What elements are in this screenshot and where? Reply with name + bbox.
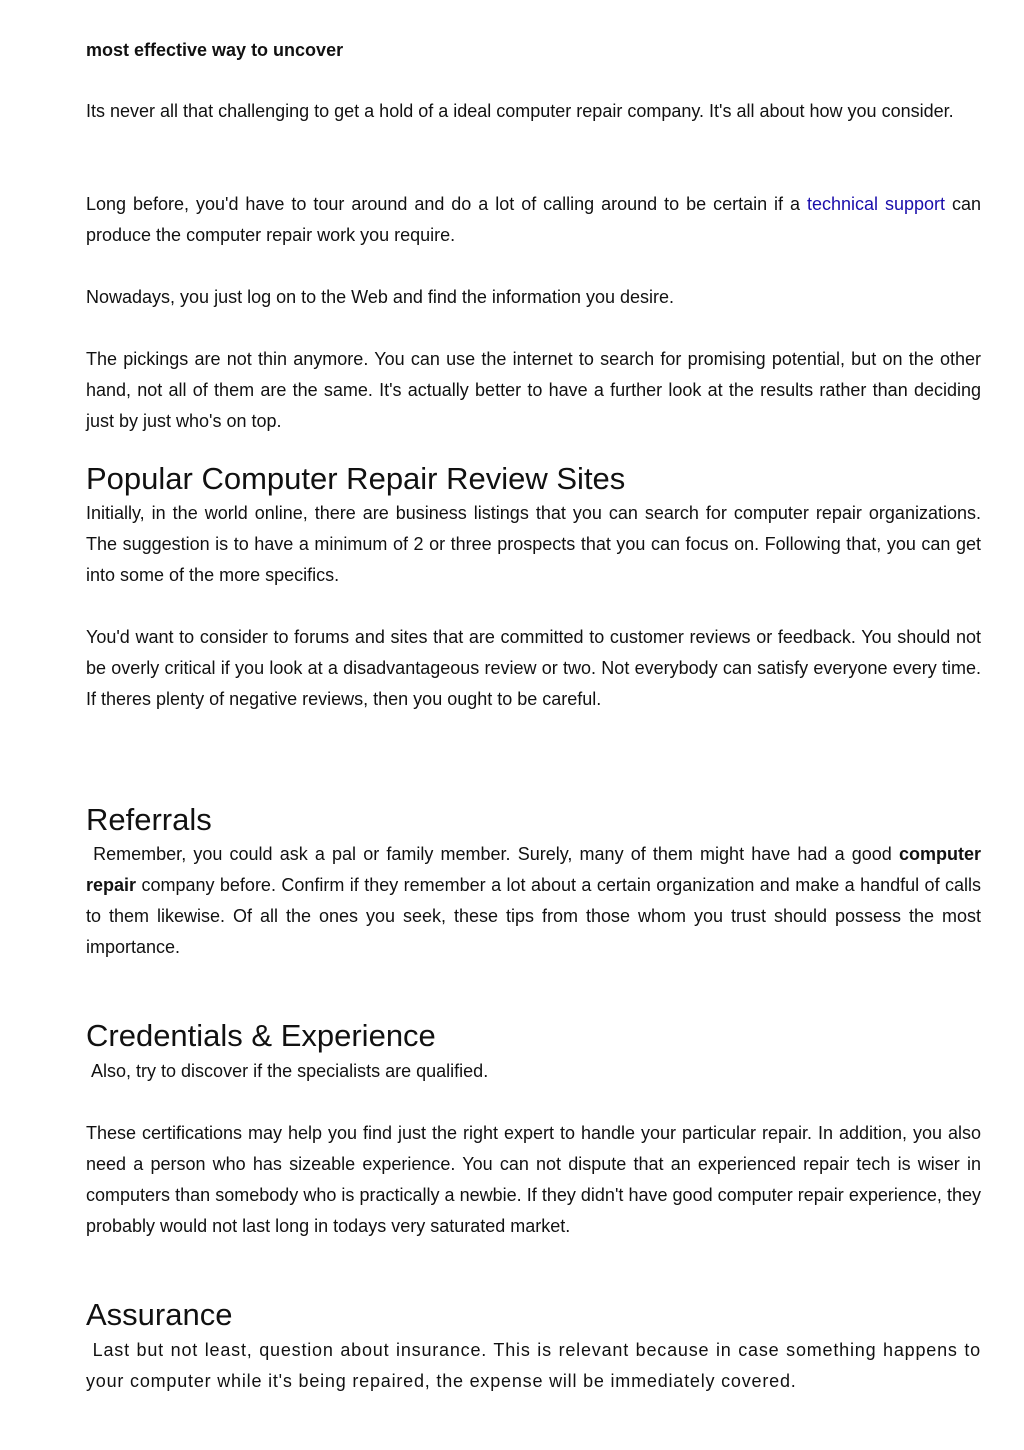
computer-repair-bold: computer repair — [86, 844, 986, 895]
section-heading-referrals: Referrals — [86, 802, 212, 837]
section-heading-credentials: Credentials & Experience — [86, 1018, 436, 1053]
section-heading-review-sites: Popular Computer Repair Review Sites — [86, 461, 626, 496]
assurance-paragraph: Last but not least, question about insurance. This is relevant because in case something happens to your computer while it's being repaired, the expense will be immediately covered. — [86, 1340, 987, 1391]
intro-paragraph-1: Its never all that challenging to get a hold of a ideal computer repair company. It's all about how you consider. — [86, 101, 954, 121]
technical-support-link[interactable]: technical support — [806, 194, 945, 214]
review-sites-paragraph-2: You'd want to consider to forums and sites that are committed to customer reviews or feedback. You should not be overly critical if you look at a disadvantageous review or two. Not everybody can satisfy everyone every time. If theres plenty of negative reviews, then you ought to be careful. — [86, 627, 981, 709]
intro-paragraph-3: Nowadays, you just log on to the Web and find the information you desire. — [86, 287, 675, 307]
intro-paragraph-2-text-b: can produce the computer repair work you require. — [86, 194, 981, 245]
intro-paragraph-4: The pickings are not thin anymore. You can use the internet to search for promising potential, but on the other hand, not all of them are the same. It's actually better to have a further look at the results rather than deciding just by just who's on top. — [86, 349, 981, 431]
section-heading-assurance: Assurance — [86, 1297, 233, 1332]
intro-paragraph-2 — [86, 189, 981, 251]
credentials-paragraph-1: Also, try to discover if the specialists are qualified. — [86, 1061, 489, 1081]
referrals-text-a: Remember, you could ask a pal or family member. Surely, many of them might have had a good — [86, 844, 899, 864]
review-sites-paragraph-1: Initially, in the world online, there are business listings that you can search for computer repair organizations. The suggestion is to have a minimum of 2 or three prospects that you can focus on. Following that, you can get into some of the more specifics. — [86, 503, 981, 585]
referrals-paragraph — [86, 839, 987, 963]
intro-paragraph-2-text-a: Long before, you'd have to tour around and do a lot of calling around to be certain if a — [86, 194, 807, 214]
referrals-text-b: company before. Confirm if they remember a lot about a certain organization and make a handful of calls to them likewise. Of all the ones you seek, these tips from those whom you trust should possess the most importance. — [86, 875, 987, 957]
credentials-paragraph-2: These certifications may help you find just the right expert to handle your particular repair. In addition, you also need a person who has sizeable experience. You can not dispute that an experienced repair tech is wiser in computers than somebody who is practically a newbie. If they didn't have good computer repair experience, they probably would not last long in todays very saturated market. — [86, 1123, 981, 1236]
intro-heading: most effective way to uncover — [86, 40, 344, 60]
